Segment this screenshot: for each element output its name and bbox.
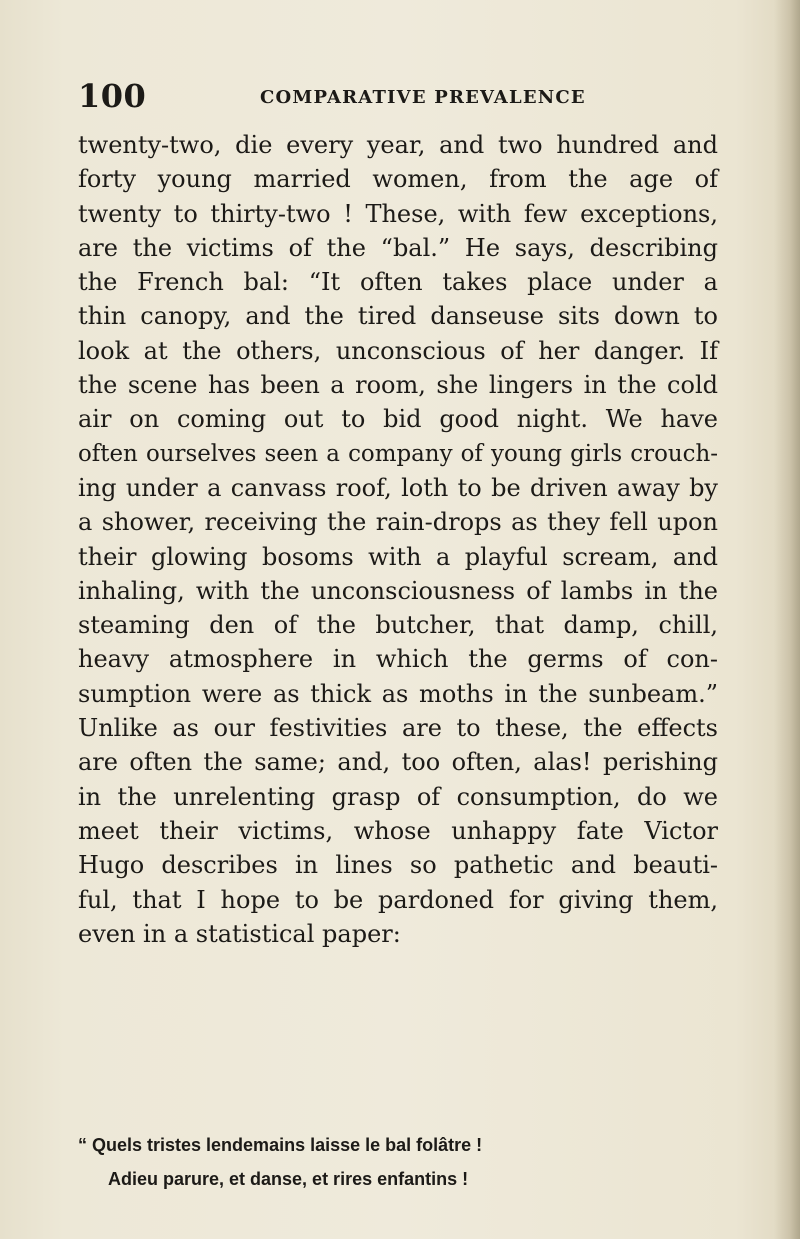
verse-line: “ Quels tristes lendemains laisse le bal folâtre !	[78, 1135, 483, 1155]
text-line: look at the others, unconscious of her danger. If	[78, 336, 718, 365]
text-line: meet their victims, whose unhappy fate Victor	[78, 816, 718, 845]
text-line: sumption were as thick as moths in the sunbeam.”	[78, 679, 718, 708]
text-line: Unlike as our festivities are to these, the effects	[78, 714, 718, 743]
page-number: 100	[78, 77, 147, 115]
text-line: air on coming out to bid good night. We have	[78, 405, 718, 434]
text-line: thin canopy, and the tired danseuse sits down to	[78, 302, 718, 331]
text-line: often ourselves seen a company of young girls crouch-	[78, 440, 718, 467]
running-head	[78, 78, 718, 118]
text-line: twenty-two, die every year, and two hundred and	[78, 131, 718, 159]
verse-quotation	[78, 1128, 718, 1196]
text-line: ing under a canvass roof, loth to be driven away by	[78, 473, 718, 502]
text-line: Hugo describes in lines so pathetic and beauti-	[78, 851, 718, 880]
text-line: are often the same; and, too often, alas! perishing	[78, 748, 718, 777]
verse-line: Adieu parure, et danse, et rires enfantins !	[108, 1169, 469, 1189]
text-line: twenty to thirty-two ! These, with few exceptions,	[78, 199, 718, 228]
text-line: the French bal: “It often takes place under a	[78, 268, 718, 297]
text-line: are the victims of the “bal.” He says, describing	[78, 233, 718, 262]
text-line: the scene has been a room, she lingers in the cold	[78, 371, 718, 400]
text-line: a shower, receiving the rain-drops as they fell upon	[78, 508, 718, 537]
text-line: inhaling, with the unconsciousness of lambs in the	[78, 576, 718, 605]
page-edge-shadow	[774, 0, 800, 1239]
body-text	[78, 128, 718, 951]
running-title: COMPARATIVE PREVALENCE	[260, 87, 586, 108]
text-line: even in a statistical paper:	[78, 919, 401, 948]
text-line: steaming den of the butcher, that damp, chill,	[78, 611, 718, 640]
text-line: heavy atmosphere in which the germs of con-	[78, 645, 718, 674]
text-line: ful, that I hope to be pardoned for giving them,	[78, 885, 718, 914]
text-line: their glowing bosoms with a playful scream, and	[78, 542, 718, 571]
text-line: in the unrelenting grasp of consumption, do we	[78, 782, 718, 811]
text-line: forty young married women, from the age of	[78, 165, 718, 194]
